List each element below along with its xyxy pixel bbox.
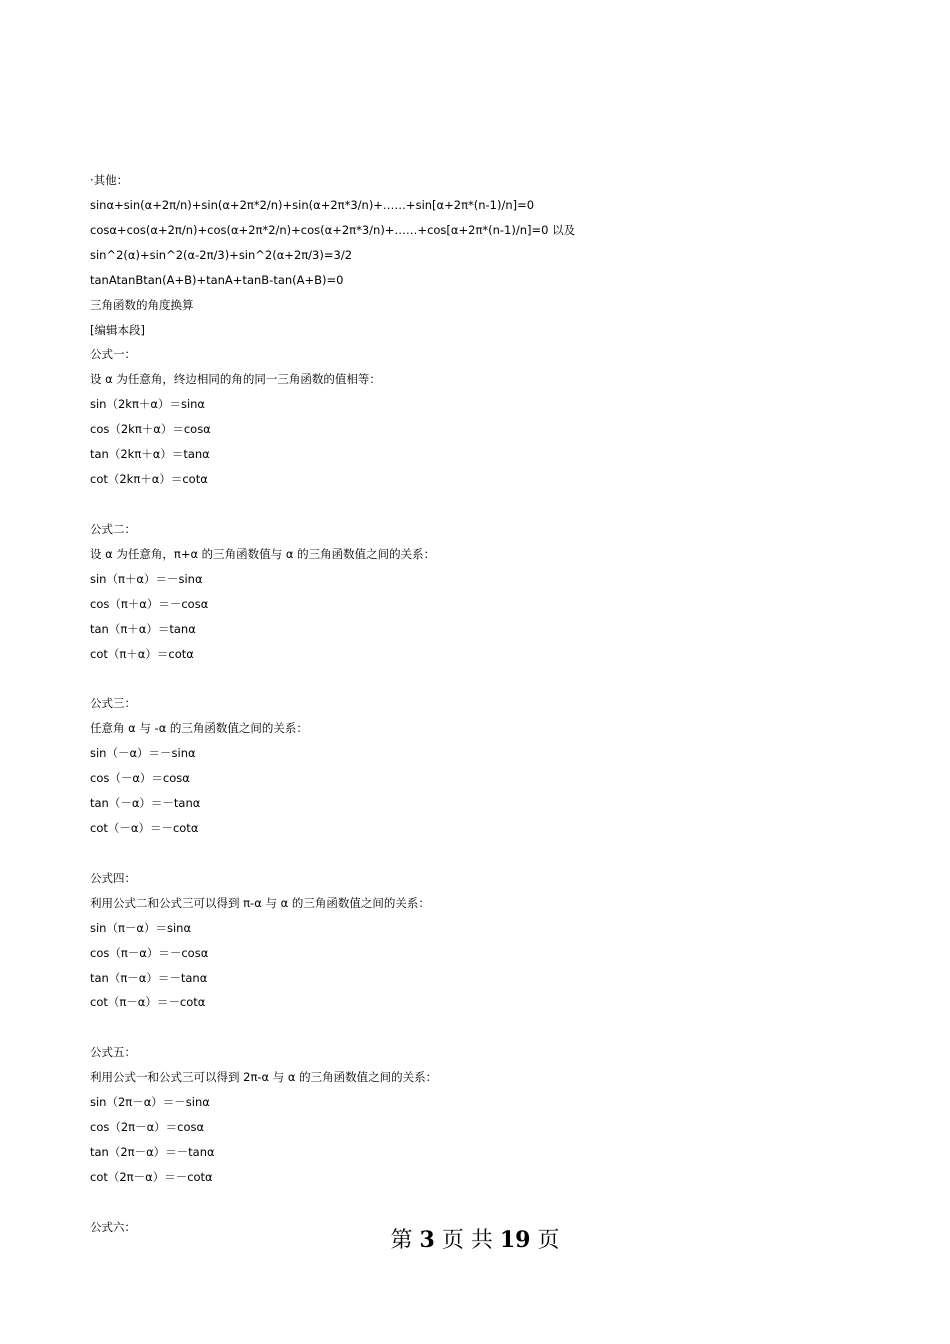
text-line: 设 α 为任意角，终边相同的角的同一三角函数的值相等： [90, 372, 381, 387]
blank-line [90, 666, 890, 691]
text-line: sin（π－α）＝sinα [90, 920, 192, 935]
text-line: tan（2π－α）＝－tanα [90, 1144, 215, 1159]
text-line: 公式一： [90, 347, 136, 362]
text-line: sinα+sin(α+2π/n)+sin(α+2π*2/n)+sin(α+2π*3/n)+……+sin[α+2π*(n-1)/n]=0 [90, 197, 535, 212]
text-line: sin^2(α)+sin^2(α-2π/3)+sin^2(α+2π/3)=3/2 [90, 247, 353, 262]
text-line: tan（π－α）＝－tanα [90, 970, 208, 985]
text-line: cot（2π－α）＝－cotα [90, 1169, 213, 1184]
text-line: sin（π＋α）＝－sinα [90, 571, 203, 586]
footer-prefix: 第 [390, 1228, 413, 1253]
total-pages-number: 19 [499, 1227, 531, 1253]
text-line: cos（π＋α）＝－cosα [90, 596, 209, 611]
current-page-number: 3 [419, 1227, 435, 1253]
text-line: 公式六： [90, 1219, 136, 1234]
text-line: 利用公式二和公式三可以得到 π-α 与 α 的三角函数值之间的关系： [90, 895, 430, 910]
text-line: [编辑本段] [90, 322, 145, 337]
text-line: cosα+cos(α+2π/n)+cos(α+2π*2/n)+cos(α+2π*3/n)+……+cos[α+2π*(n-1)/n]=0 以及 [90, 222, 576, 237]
blank-line [90, 1015, 890, 1040]
text-line: cos（π－α）＝－cosα [90, 945, 209, 960]
text-line: cot（－α）＝－cotα [90, 820, 199, 835]
text-line: cos（2kπ＋α）＝cosα [90, 422, 211, 437]
text-line: cos（2π－α）＝cosα [90, 1120, 205, 1135]
text-line: sin（2kπ＋α）＝sinα [90, 397, 206, 412]
blank-line [90, 841, 890, 866]
document-body [90, 168, 890, 1240]
blank-line [90, 492, 890, 517]
text-line: 公式二： [90, 521, 136, 536]
text-line: cos（－α）＝cosα [90, 771, 190, 786]
text-line: 公式三： [90, 696, 136, 711]
text-line: tanAtanBtan(A+B)+tanA+tanB-tan(A+B)=0 [90, 272, 344, 287]
text-line: sin（－α）＝－sinα [90, 746, 196, 761]
text-line: 设 α 为任意角，π+α 的三角函数值与 α 的三角函数值之间的关系： [90, 546, 436, 561]
text-line: tan（π＋α）＝tanα [90, 621, 196, 636]
text-line: 公式五： [90, 1045, 136, 1060]
text-line: cot（π＋α）＝cotα [90, 646, 194, 661]
text-line: tan（－α）＝－tanα [90, 796, 201, 811]
page-footer [0, 1224, 950, 1257]
text-line: 公式四： [90, 870, 136, 885]
text-line: 利用公式一和公式三可以得到 2π-α 与 α 的三角函数值之间的关系： [90, 1070, 438, 1085]
text-line: tan（2kπ＋α）＝tanα [90, 447, 210, 462]
text-line: cot（π－α）＝－cotα [90, 995, 206, 1010]
footer-suffix: 页 [537, 1228, 560, 1253]
text-line: sin（2π－α）＝－sinα [90, 1095, 210, 1110]
text-line: 任意角 α 与 -α 的三角函数值之间的关系： [90, 721, 308, 736]
blank-line [90, 1190, 890, 1215]
text-line: cot（2kπ＋α）＝cotα [90, 472, 208, 487]
footer-middle: 页 共 [441, 1228, 493, 1253]
text-line: 三角函数的角度换算 [90, 297, 194, 312]
text-line: ·其他： [90, 173, 129, 187]
